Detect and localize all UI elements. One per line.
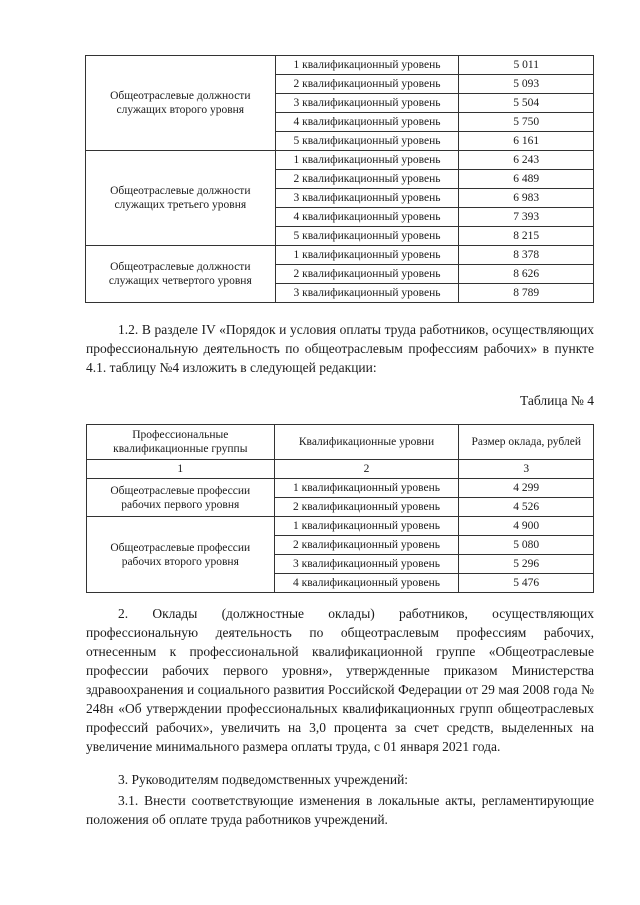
group-name-cell: Общеотраслевые должности служащих четвертого уровня (86, 246, 276, 303)
salary-cell: 5 080 (459, 536, 594, 555)
salary-cell: 7 393 (459, 208, 594, 227)
salary-cell: 6 243 (459, 151, 594, 170)
salary-cell: 4 526 (459, 498, 594, 517)
group-name-cell: Общеотраслевые профессии рабочих второго уровня (87, 517, 275, 593)
salary-table-employees (85, 55, 594, 303)
salary-cell: 5 011 (459, 56, 594, 75)
table-row (86, 246, 594, 265)
level-cell: 2 квалификационный уровень (274, 498, 459, 517)
paragraph-3: 3. Руководителям подведомственных учреждений: (118, 772, 409, 787)
salary-cell: 8 789 (459, 284, 594, 303)
header-cell: Профессиональные квалификационные группы (87, 425, 275, 460)
salary-cell: 6 983 (459, 189, 594, 208)
header-cell: Квалификационные уровни (274, 425, 459, 460)
level-cell: 3 квалификационный уровень (275, 94, 459, 113)
salary-cell: 5 504 (459, 94, 594, 113)
column-number-row (87, 460, 594, 479)
level-cell: 5 квалификационный уровень (275, 132, 459, 151)
column-number-cell: 1 (87, 460, 275, 479)
salary-cell: 5 750 (459, 113, 594, 132)
level-cell: 5 квалификационный уровень (275, 227, 459, 246)
paragraph-2: 2. Оклады (должностные оклады) работников, осуществляющих профессиональную деятельность по общеотраслевым профессиям рабочих, отнесенным к профессиональной квалификационной группе «Общеотраслевые профессии рабочих первого уровня», утвержденные приказом Министерства здравоохранения и социального развития Российской Федерации от 29 мая 2008 года № 248н «Об утверждении профессиональных квалификационных групп общеотраслевых профессий рабочих», увеличить на 3,0 процента за счет средств, выделенных на увеличение минимального размера оплаты труда, с 01 января 2021 года. (86, 606, 594, 754)
salary-cell: 8 215 (459, 227, 594, 246)
column-number-cell: 2 (274, 460, 459, 479)
level-cell: 3 квалификационный уровень (275, 284, 459, 303)
salary-table-workers (86, 424, 594, 593)
group-name-cell: Общеотраслевые должности служащих второго уровня (86, 56, 276, 151)
column-number-cell: 3 (459, 460, 594, 479)
level-cell: 2 квалификационный уровень (275, 75, 459, 94)
level-cell: 1 квалификационный уровень (275, 151, 459, 170)
salary-cell: 4 299 (459, 479, 594, 498)
salary-cell: 5 476 (459, 574, 594, 593)
level-cell: 1 квалификационный уровень (275, 56, 459, 75)
level-cell: 2 квалификационный уровень (275, 170, 459, 189)
level-cell: 2 квалификационный уровень (275, 265, 459, 284)
level-cell: 4 квалификационный уровень (274, 574, 459, 593)
table-caption: Таблица № 4 (520, 393, 594, 408)
level-cell: 3 квалификационный уровень (275, 189, 459, 208)
table-row (87, 517, 594, 536)
level-cell: 4 квалификационный уровень (275, 208, 459, 227)
table-row (86, 56, 594, 75)
level-cell: 1 квалификационный уровень (274, 479, 459, 498)
paragraph-1-2: 1.2. В разделе IV «Порядок и условия оплаты труда работников, осуществляющих профессиональную деятельность по общеотраслевым профессиям рабочих» в пункте 4.1. таблицу №4 изложить в следующей редакции: (86, 322, 594, 375)
salary-cell: 8 626 (459, 265, 594, 284)
salary-cell: 5 296 (459, 555, 594, 574)
salary-cell: 6 489 (459, 170, 594, 189)
group-name-cell: Общеотраслевые профессии рабочих первого уровня (87, 479, 275, 517)
level-cell: 2 квалификационный уровень (274, 536, 459, 555)
level-cell: 3 квалификационный уровень (274, 555, 459, 574)
table-header-row (87, 425, 594, 460)
salary-cell: 5 093 (459, 75, 594, 94)
header-cell: Размер оклада, рублей (459, 425, 594, 460)
table-row (87, 479, 594, 498)
salary-cell: 4 900 (459, 517, 594, 536)
salary-cell: 8 378 (459, 246, 594, 265)
level-cell: 4 квалификационный уровень (275, 113, 459, 132)
level-cell: 1 квалификационный уровень (275, 246, 459, 265)
table-row (86, 151, 594, 170)
group-name-cell: Общеотраслевые должности служащих третьего уровня (86, 151, 276, 246)
level-cell: 1 квалификационный уровень (274, 517, 459, 536)
paragraph-3-1: 3.1. Внести соответствующие изменения в локальные акты, регламентирующие положения об оплате труда работников учреждений. (86, 793, 594, 827)
salary-cell: 6 161 (459, 132, 594, 151)
